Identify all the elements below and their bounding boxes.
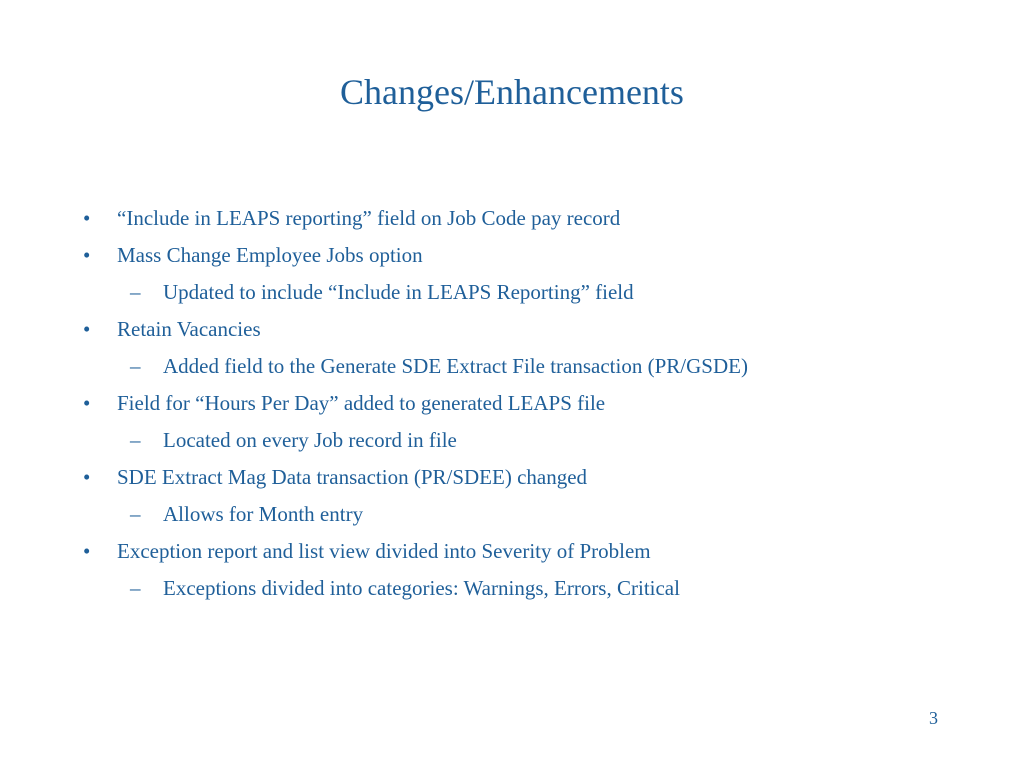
sub-bullet-item bbox=[80, 422, 960, 459]
bullet-text: SDE Extract Mag Data transaction (PR/SDEE) changed bbox=[117, 465, 588, 489]
bullet-text: Exception report and list view divided into Severity of Problem bbox=[117, 539, 651, 563]
sub-bullet-marker: – bbox=[130, 576, 141, 600]
bullet-marker: • bbox=[83, 539, 91, 563]
sub-bullet-text: Allows for Month entry bbox=[163, 502, 364, 526]
bullet-marker: • bbox=[83, 391, 91, 415]
sub-bullet-marker: – bbox=[130, 354, 141, 378]
bullet-marker: • bbox=[83, 206, 91, 230]
sub-bullet-marker: – bbox=[130, 428, 141, 452]
bullet-list bbox=[80, 200, 960, 607]
sub-bullet-item bbox=[80, 496, 960, 533]
sub-bullet-item bbox=[80, 348, 960, 385]
bullet-text: “Include in LEAPS reporting” field on Job Code pay record bbox=[117, 206, 621, 230]
sub-bullet-marker: – bbox=[130, 280, 141, 304]
bullet-item bbox=[80, 311, 960, 348]
sub-bullet-item bbox=[80, 274, 960, 311]
bullet-item bbox=[80, 459, 960, 496]
bullet-text: Field for “Hours Per Day” added to generated LEAPS file bbox=[117, 391, 606, 415]
sub-bullet-text: Exceptions divided into categories: Warnings, Errors, Critical bbox=[163, 576, 680, 600]
bullet-item bbox=[80, 237, 960, 274]
sub-bullet-text: Located on every Job record in file bbox=[163, 428, 457, 452]
bullet-marker: • bbox=[83, 465, 91, 489]
bullet-marker: • bbox=[83, 317, 91, 341]
sub-bullet-text: Updated to include “Include in LEAPS Reporting” field bbox=[163, 280, 634, 304]
bullet-marker: • bbox=[83, 243, 91, 267]
bullet-item bbox=[80, 533, 960, 570]
sub-bullet-item bbox=[80, 570, 960, 607]
sub-bullet-text: Added field to the Generate SDE Extract File transaction (PR/GSDE) bbox=[163, 354, 748, 378]
bullet-item bbox=[80, 385, 960, 422]
slide-title: Changes/Enhancements bbox=[340, 72, 684, 112]
bullet-text: Retain Vacancies bbox=[117, 317, 261, 341]
bullet-text: Mass Change Employee Jobs option bbox=[117, 243, 423, 267]
slide-number: 3 bbox=[929, 708, 938, 728]
bullet-item bbox=[80, 200, 960, 237]
sub-bullet-marker: – bbox=[130, 502, 141, 526]
